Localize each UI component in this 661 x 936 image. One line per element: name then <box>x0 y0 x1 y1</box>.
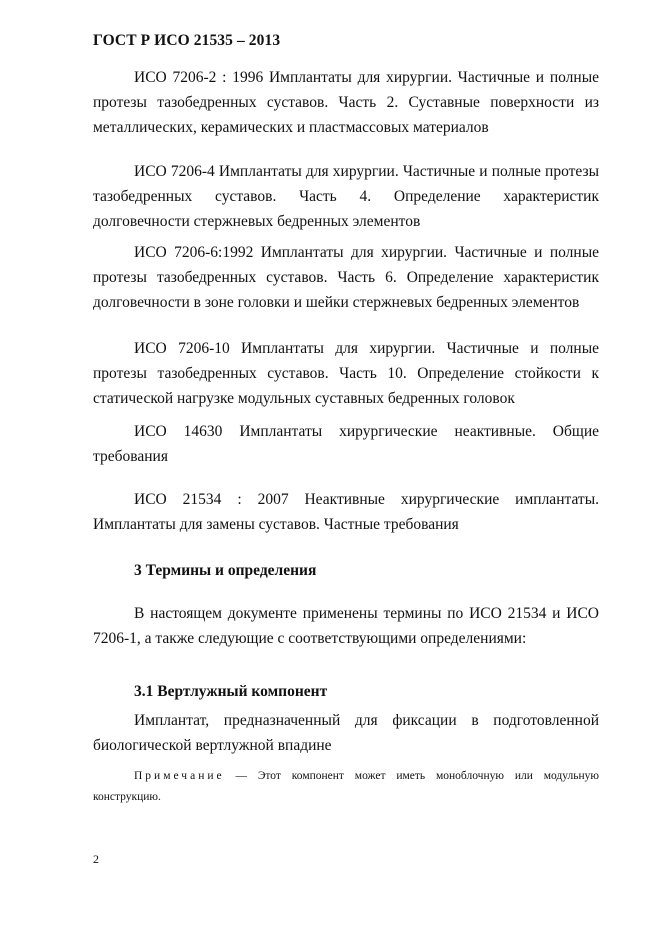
reference-item-7206-4: ИСО 7206-4 Имплантаты для хирургии. Частичные и полные протезы тазобедренных суставов. Часть 4. Определение характеристик долговечности стержневых бедренных элементов <box>93 163 599 230</box>
term-3-1-heading: 3.1 Вертлужный компонент <box>134 683 328 700</box>
note-label: Примечание <box>134 770 225 782</box>
section-3-intro: В настоящем документе применены термины по ИСО 21534 и ИСО 7206-1, а также следующие с соответствующими определениями: <box>93 605 599 647</box>
reference-item-14630: ИСО 14630 Имплантаты хирургические неактивные. Общие требования <box>93 423 599 465</box>
term-3-1-note <box>93 766 599 808</box>
reference-item-7206-10: ИСО 7206-10 Имплантаты для хирургии. Частичные и полные протезы тазобедренных суставов. Часть 10. Определение стойкости к статической нагрузке модульных суставных бедренных головок <box>93 340 599 407</box>
section-3-heading: 3 Термины и определения <box>134 562 317 579</box>
reference-item-7206-6: ИСО 7206-6:1992 Имплантаты для хирургии. Частичные и полные протезы тазобедренных суставов. Часть 6. Определение характеристик долговечности в зоне головки и шейки стержневых бедренных элементов <box>93 244 599 311</box>
reference-item-21534: ИСО 21534 : 2007 Неактивные хирургические имплантаты. Имплантаты для замены суставов. Частные требования <box>93 491 599 533</box>
note-text: — Этот компонент может иметь моноблочную или модульную конструкцию. <box>93 770 599 803</box>
reference-item-7206-2: ИСО 7206-2 : 1996 Имплантаты для хирургии. Частичные и полные протезы тазобедренных суставов. Часть 2. Суставные поверхности из металлических, керамических и пластмассовых материалов <box>93 69 599 136</box>
document-header: ГОСТ Р ИСО 21535 – 2013 <box>93 32 281 49</box>
page-number: 2 <box>93 852 99 866</box>
term-3-1-definition: Имплантат, предназначенный для фиксации в подготовленной биологической вертлужной впадине <box>93 712 599 754</box>
